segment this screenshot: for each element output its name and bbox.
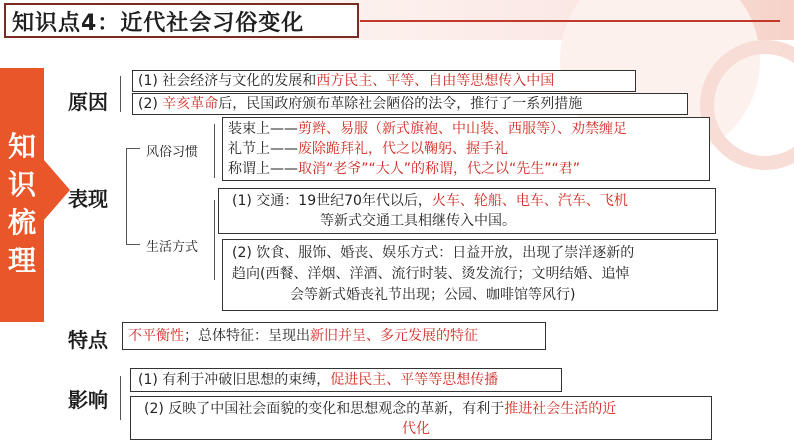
etiquette-label: 礼节上—— <box>228 141 298 157</box>
customs-address <box>228 159 580 179</box>
performance-heading: 表现 <box>68 187 108 211</box>
features-highlight-1: 不平衡性 <box>128 328 184 344</box>
etiquette-highlight: 废除跪拜礼，代之以鞠躬、握手礼 <box>298 141 508 157</box>
performance-brace-top <box>126 148 140 149</box>
address-highlight: 取消“老爷”“大人”的称谓，代之以“先生”“君” <box>298 161 581 177</box>
reasons-highlight-1: 西方民主、平等、自由等思想传入中国 <box>316 73 555 89</box>
life-label: 生活方式 <box>146 240 199 255</box>
features-text: ；总体特征：呈现出 <box>184 328 310 344</box>
transport-line-1 <box>232 191 628 211</box>
customs-label: 风俗习惯 <box>146 145 199 160</box>
reasons-highlight-2: 辛亥革命 <box>162 96 219 112</box>
customs-dress <box>228 119 627 139</box>
impact-text-2: (2) 反映了中国社会面貌的变化和思想观念的革新，有利于 <box>144 401 505 417</box>
impact-heading: 影响 <box>68 388 108 412</box>
daily-line-2: 趋向(西餐、洋烟、洋酒、流行时装、烫发流行；文明结婚、追悼 <box>232 266 630 282</box>
reasons-text-1: (1) 社会经济与文化的发展和 <box>138 73 317 89</box>
features-heading: 特点 <box>68 328 108 352</box>
transport-highlight: 火车、轮船、电车、汽车、飞机 <box>431 193 628 209</box>
performance-brace-bottom <box>126 244 140 245</box>
customs-brace <box>214 124 215 178</box>
transport-text: (1) 交通：19世纪70年代以后， <box>232 193 432 209</box>
reasons-brace <box>120 76 121 112</box>
features-line <box>128 326 478 346</box>
address-label: 称谓上—— <box>228 161 298 177</box>
impact-text-1: (1) 有利于冲破旧思想的束缚， <box>138 372 331 388</box>
reasons-line-2 <box>138 94 582 114</box>
reasons-text-2b: 后，民国政府颁布革除社会陋俗的法令，推行了一系列措施 <box>218 96 583 112</box>
dress-label: 装束上—— <box>228 121 298 137</box>
impact-line-1 <box>138 370 498 390</box>
side-arrow <box>44 160 70 220</box>
performance-brace <box>126 148 127 244</box>
header-rule <box>360 20 780 22</box>
dress-highlight: 剪辫、易服（新式旗袍、中山装、西服等）、劝禁缠足 <box>298 121 627 137</box>
life-brace <box>214 200 215 280</box>
reasons-line-1 <box>138 71 554 91</box>
side-label: 知识梳理 <box>7 130 36 277</box>
page-title: 知识点4：近代社会习俗变化 <box>12 11 305 36</box>
daily-line-1: (2) 饮食、服饰、婚丧、娱乐方式：日益开放，出现了崇洋逐新的 <box>232 245 635 261</box>
reasons-text-2a: (2) <box>138 96 163 112</box>
reasons-heading: 原因 <box>68 90 108 114</box>
features-highlight-2: 新旧并呈、多元发展的特征 <box>310 328 478 344</box>
impact-line-2-end: 代化 <box>402 421 430 437</box>
transport-line-2: 等新式交通工具相继传入中国。 <box>320 213 516 229</box>
impact-highlight-2: 推进社会生活的近 <box>504 401 617 417</box>
impact-line-2 <box>144 399 616 419</box>
impact-highlight-1: 促进民主、平等等思想传播 <box>330 372 499 388</box>
customs-etiquette <box>228 139 508 159</box>
impact-brace <box>120 376 121 420</box>
daily-line-3: 会等新式婚丧礼节出现；公园、咖啡馆等风行) <box>290 287 576 303</box>
